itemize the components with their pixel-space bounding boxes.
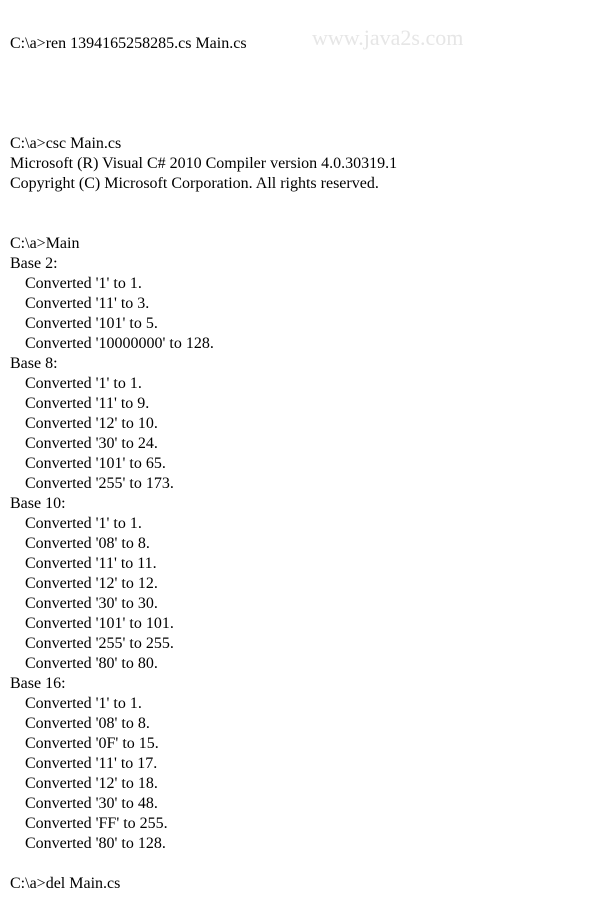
compiler-banner-line: Microsoft (R) Visual C# 2010 Compiler version 4.0.30319.1 [10, 155, 398, 172]
blank-line [10, 114, 600, 134]
csc-command-line: C:\a>csc Main.cs [10, 135, 122, 152]
output-line: Converted '11' to 17. [25, 755, 158, 772]
output-line: Converted '12' to 12. [25, 575, 158, 592]
blank-line [10, 94, 600, 114]
output-line: Converted '80' to 128. [25, 835, 166, 852]
blank-line [10, 854, 600, 874]
output-line: Converted '11' to 3. [25, 295, 150, 312]
output-line: Converted '255' to 173. [25, 475, 174, 492]
watermark-text: www.java2s.com [312, 25, 464, 50]
blank-line [10, 194, 600, 214]
output-line: Converted '1' to 1. [25, 695, 142, 712]
group-header-base-2: Base 2: [10, 255, 58, 272]
output-line: Converted '101' to 65. [25, 455, 166, 472]
output-line: Converted '80' to 80. [25, 655, 158, 672]
output-line: Converted '12' to 10. [25, 415, 158, 432]
output-line: Converted 'FF' to 255. [25, 815, 168, 832]
output-line: Converted '0F' to 15. [25, 735, 159, 752]
output-line: Converted '255' to 255. [25, 635, 174, 652]
output-line: Converted '1' to 1. [25, 375, 142, 392]
output-line: Converted '30' to 24. [25, 435, 158, 452]
output-line: Converted '101' to 5. [25, 315, 158, 332]
blank-line [10, 214, 600, 234]
output-line: Converted '30' to 30. [25, 595, 158, 612]
copyright-line: Copyright (C) Microsoft Corporation. All rights reserved. [10, 175, 379, 192]
group-header-base-10: Base 10: [10, 495, 66, 512]
output-line: Converted '08' to 8. [25, 535, 150, 552]
output-line: Converted '12' to 18. [25, 775, 158, 792]
console-output [10, 34, 600, 894]
group-header-base-8: Base 8: [10, 355, 58, 372]
run-command-line: C:\a>Main [10, 235, 80, 252]
output-line: Converted '1' to 1. [25, 515, 142, 532]
output-line: Converted '08' to 8. [25, 715, 150, 732]
ren-command-line: C:\a>ren 1394165258285.cs Main.cs [10, 35, 247, 52]
output-line: Converted '11' to 9. [25, 395, 150, 412]
output-line: Converted '11' to 11. [25, 555, 157, 572]
output-line: Converted '30' to 48. [25, 795, 158, 812]
blank-line [10, 54, 600, 74]
group-header-base-16: Base 16: [10, 675, 66, 692]
output-line: Converted '101' to 101. [25, 615, 174, 632]
del-command-line: C:\a>del Main.cs [10, 875, 121, 892]
output-line: Converted '10000000' to 128. [25, 335, 214, 352]
blank-line [10, 74, 600, 94]
output-line: Converted '1' to 1. [25, 275, 142, 292]
